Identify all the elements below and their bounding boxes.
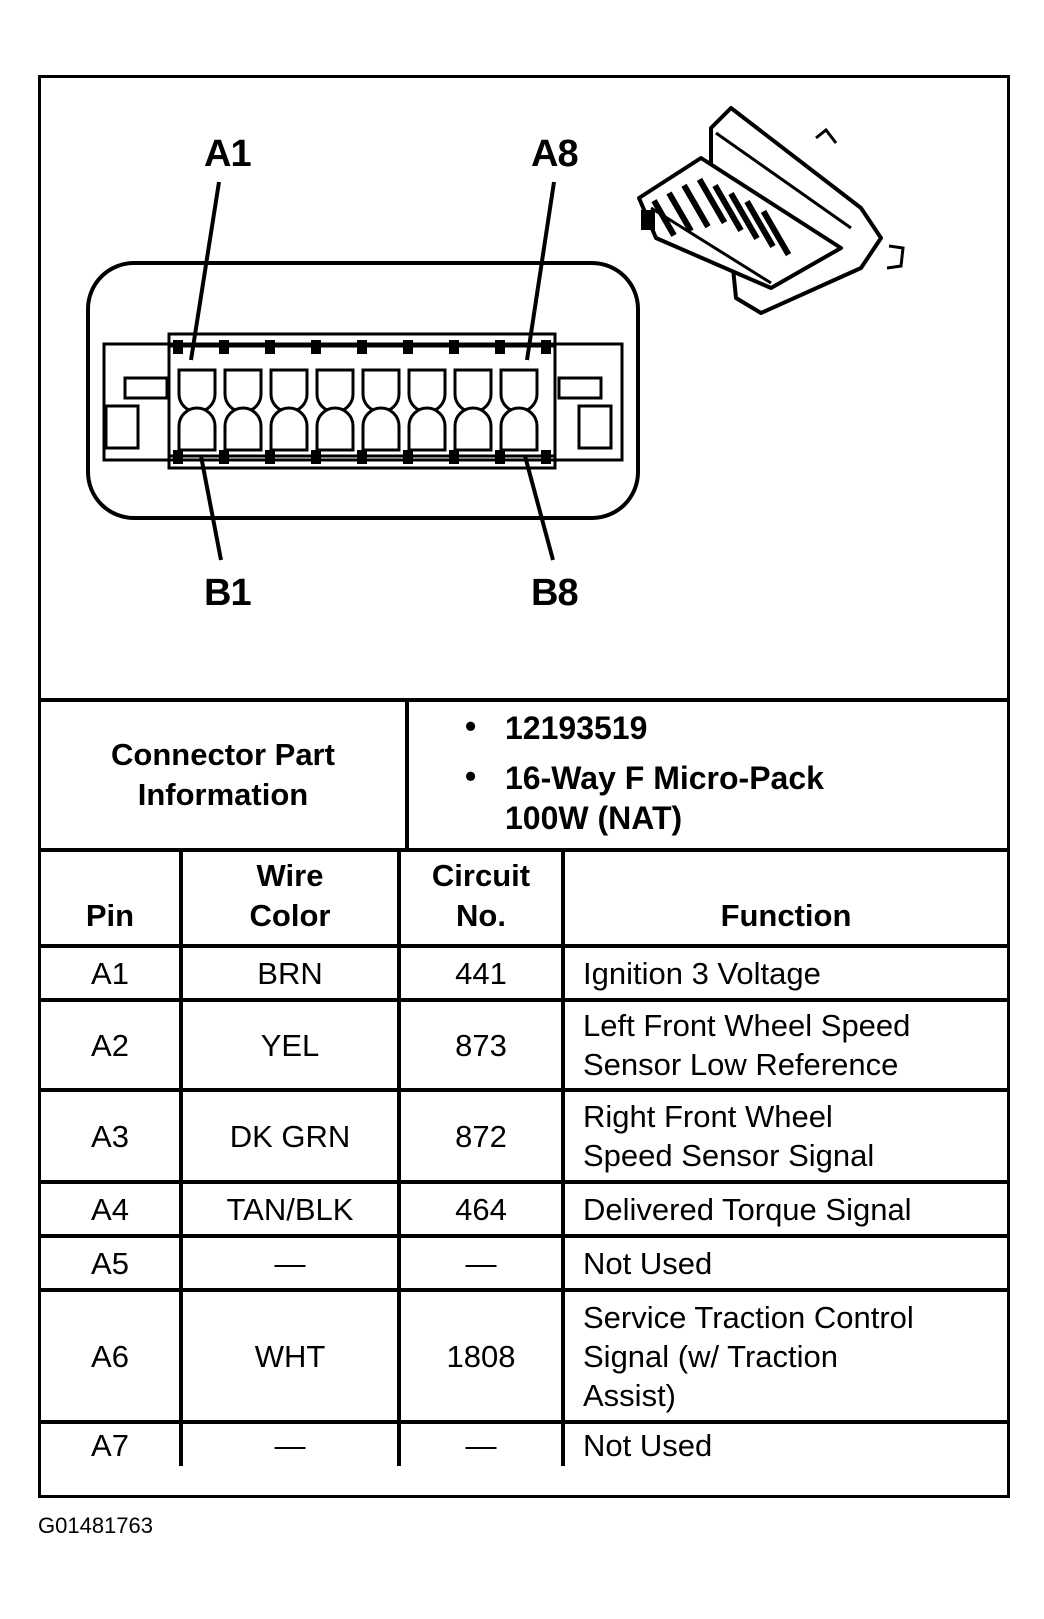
cell-pin: A2 — [41, 1000, 181, 1090]
connector-info-label — [41, 702, 409, 848]
table-row — [41, 1422, 1007, 1466]
cell-wire-color: BRN — [181, 946, 399, 1000]
pin-label-a1: A1 — [204, 133, 251, 175]
header-pin: Pin — [41, 852, 181, 946]
cell-function: Service Traction Control Signal (w/ Traction Assist) — [563, 1290, 1007, 1422]
table-row — [41, 1182, 1007, 1236]
cell-wire-color: DK GRN — [181, 1090, 399, 1182]
connector-info-label-line2: Information — [137, 777, 309, 812]
cell-wire-color: WHT — [181, 1290, 399, 1422]
cell-circuit: 1808 — [399, 1290, 563, 1422]
connector-perspective-icon — [611, 98, 911, 318]
cell-pin: A6 — [41, 1290, 181, 1422]
table-row — [41, 1236, 1007, 1290]
header-function: Function — [563, 852, 1007, 946]
cell-circuit: — — [399, 1422, 563, 1466]
pin-label-a8: A8 — [531, 133, 578, 175]
cell-function: Delivered Torque Signal — [563, 1182, 1007, 1236]
cell-function: Not Used — [563, 1236, 1007, 1290]
cell-function: Not Used — [583, 1427, 713, 1463]
cell-wire-color: TAN/BLK — [181, 1182, 399, 1236]
pin-table — [41, 852, 1007, 1466]
table-row — [41, 1290, 1007, 1422]
table-row — [41, 1000, 1007, 1090]
bullet-icon: • — [465, 708, 477, 744]
header-circuit-no: Circuit No. — [399, 852, 563, 946]
description-line2: 100W (NAT) — [505, 800, 683, 836]
cell-circuit: 464 — [399, 1182, 563, 1236]
cell-pin: A3 — [41, 1090, 181, 1182]
cell-circuit: 441 — [399, 946, 563, 1000]
cell-wire-color: — — [181, 1422, 399, 1466]
cell-pin: A5 — [41, 1236, 181, 1290]
figure-code: G01481763 — [38, 1513, 153, 1538]
cell-function: Left Front Wheel Speed Sensor Low Reference — [563, 1000, 1007, 1090]
cell-circuit: 873 — [399, 1000, 563, 1090]
description-line1: 16-Way F Micro-Pack — [505, 760, 824, 796]
connector-frame — [38, 75, 1010, 1498]
table-row — [41, 946, 1007, 1000]
connector-info-label-line1: Connector Part — [111, 737, 335, 772]
header-wire-color: Wire Color — [181, 852, 399, 946]
cell-function: Right Front Wheel Speed Sensor Signal — [563, 1090, 1007, 1182]
connector-info-section — [41, 702, 1007, 852]
cell-pin: A7 — [41, 1422, 181, 1466]
cell-wire-color: — — [181, 1236, 399, 1290]
table-row — [41, 1090, 1007, 1182]
cell-pin: A1 — [41, 946, 181, 1000]
connector-info-values — [409, 702, 1007, 848]
pin-label-b1: B1 — [204, 572, 251, 614]
table-header-row — [41, 852, 1007, 946]
cell-pin: A4 — [41, 1182, 181, 1236]
connector-figure — [41, 78, 1007, 702]
part-number: 12193519 — [505, 710, 648, 746]
cell-circuit: — — [399, 1236, 563, 1290]
cell-circuit: 872 — [399, 1090, 563, 1182]
pin-label-b8: B8 — [531, 572, 578, 614]
bullet-icon: • — [465, 758, 477, 794]
cell-function: Ignition 3 Voltage — [563, 946, 1007, 1000]
cell-wire-color: YEL — [181, 1000, 399, 1090]
